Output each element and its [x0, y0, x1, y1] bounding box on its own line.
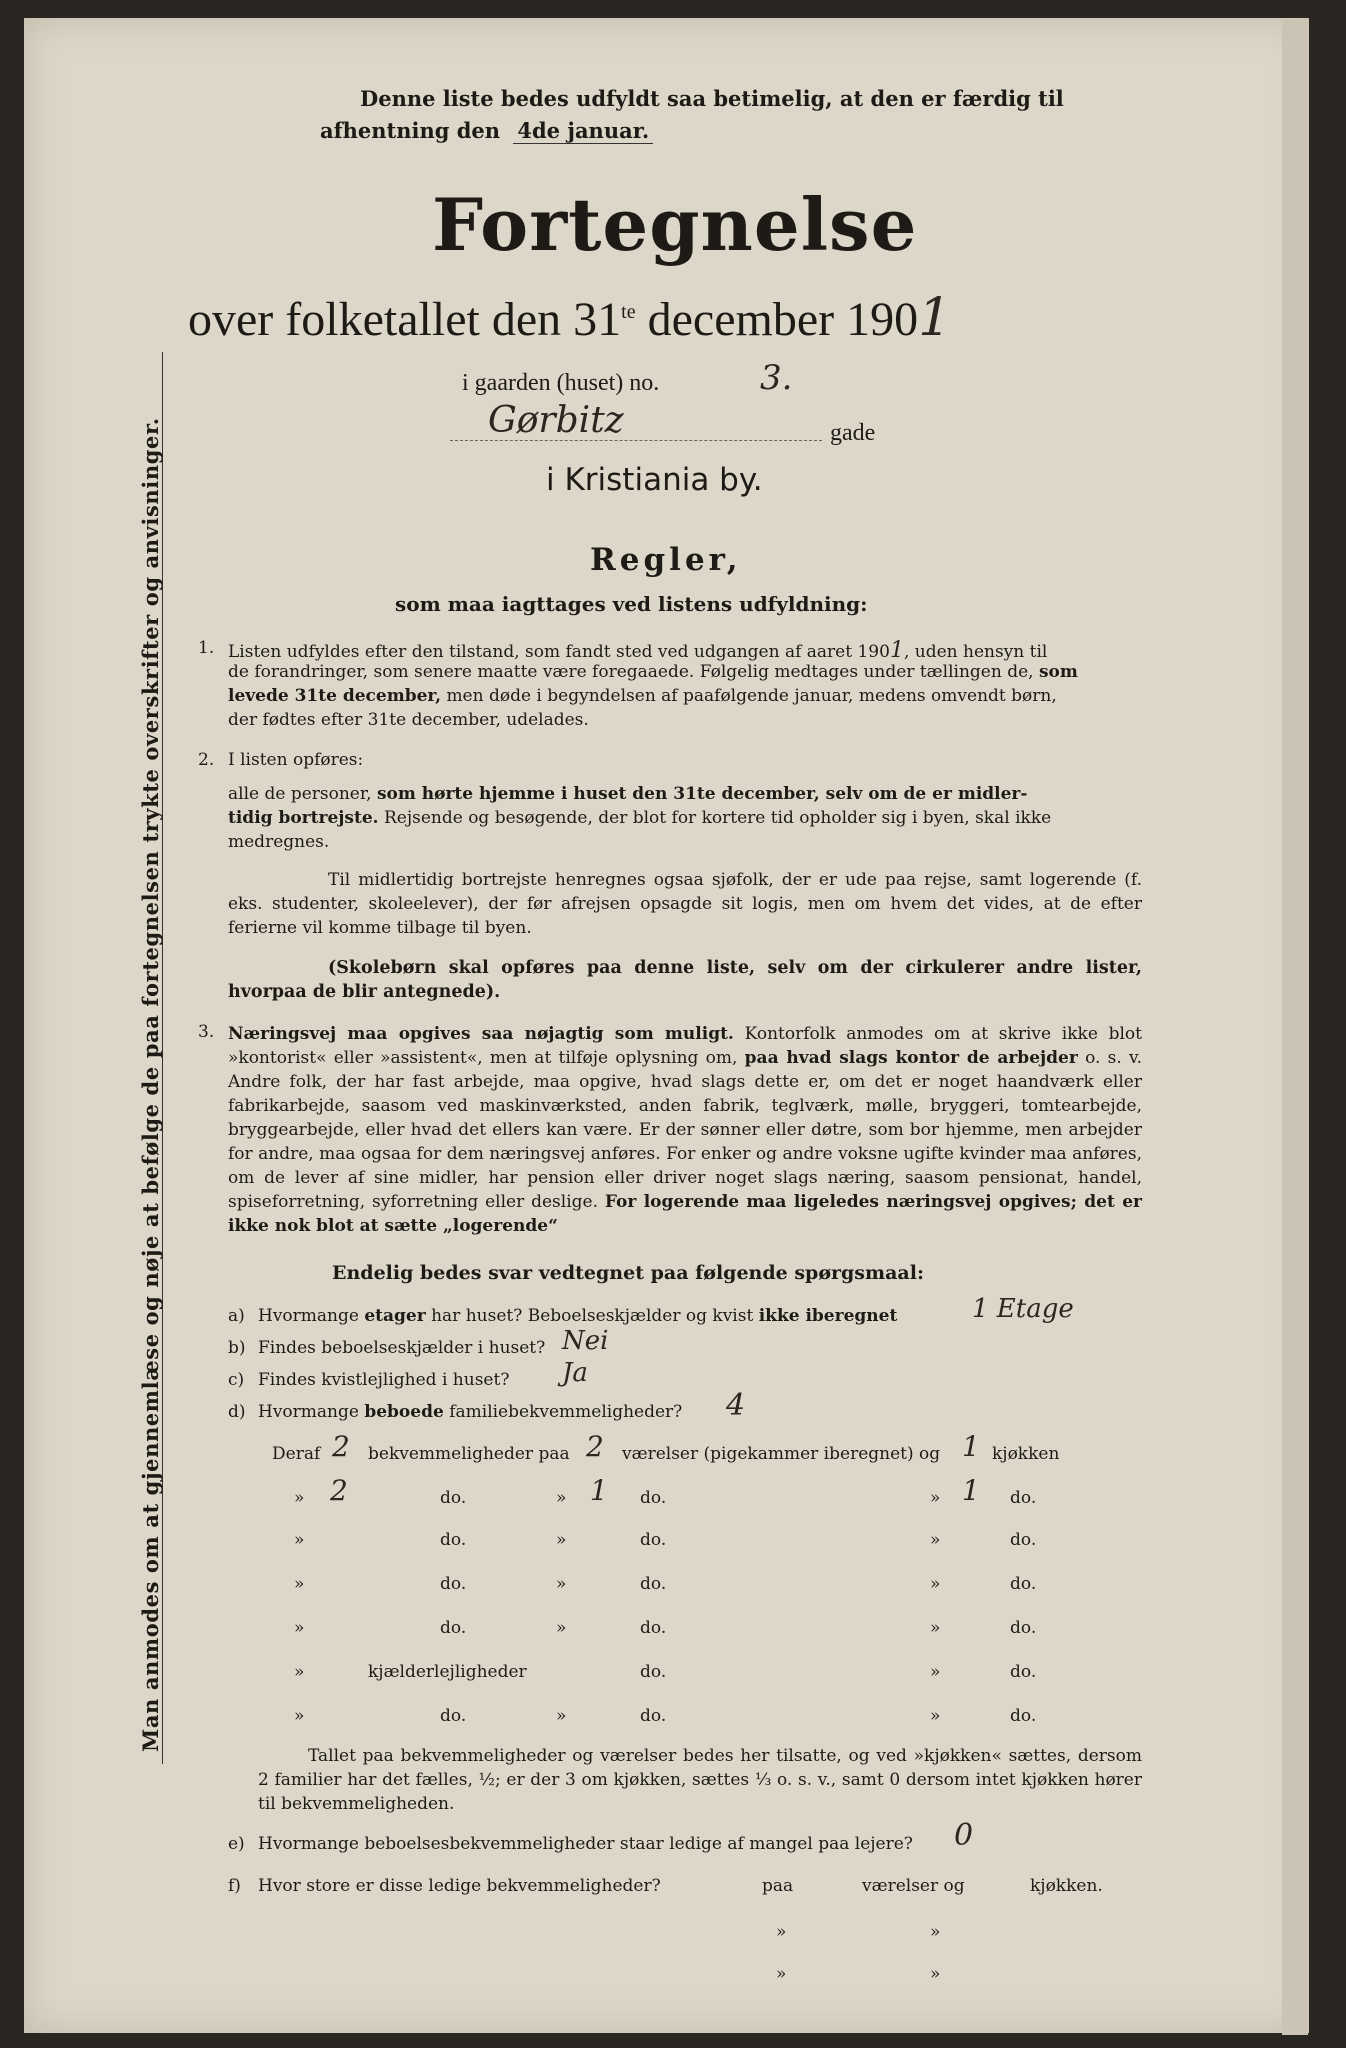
rule1-line1	[228, 638, 1047, 663]
rule1-line4: der fødtes efter 31te december, udelades.	[228, 710, 589, 730]
rule1-line2	[228, 662, 1078, 682]
row4-quote-a: »	[294, 1618, 305, 1638]
rule2-line3: medregnes.	[228, 832, 330, 852]
question-e-label: e)	[228, 1834, 245, 1854]
table-deraf: Deraf	[272, 1444, 321, 1464]
row0-rooms[interactable]: 2	[586, 1430, 604, 1463]
rule2-paragraph2: Til midlertidig bortrejste henregnes ogsaa sjøfolk, der er ude paa rejse, samt logerende (f. eks. studenter, skoleelever), der før afrejsen opsagde sit logis, men om hvem det vides, at de efter ferierne vil komme tilbage til byen.	[228, 870, 1142, 938]
question-c-answer[interactable]: Ja	[562, 1358, 588, 1388]
rule1-line3	[228, 686, 1057, 706]
subtitle-sup: te	[621, 301, 636, 323]
header-notice-prefix: afhentning den	[320, 118, 501, 143]
rule3-number: 3.	[198, 1022, 215, 1042]
row5-quote-c: »	[930, 1662, 941, 1682]
question-e-text: Hvormange beboelsesbekvemmeligheder staar ledige af mangel paa lejere?	[258, 1834, 913, 1854]
row6-ditto-a: do.	[440, 1706, 467, 1726]
question-d-text	[258, 1402, 682, 1422]
row4-quote-b: »	[556, 1618, 567, 1638]
row5-quote-a: »	[294, 1662, 305, 1682]
question-d-answer[interactable]: 4	[726, 1388, 746, 1423]
f-row3-quote-a: »	[776, 1964, 787, 1984]
row2-quote-a: »	[294, 1530, 305, 1550]
rule2-l2a: tidig bortrejste.	[228, 808, 379, 828]
row4-ditto-a: do.	[440, 1618, 467, 1638]
rule1-b: , uden hensyn til	[903, 642, 1048, 662]
rule1-l3b: men døde i begyndelsen af paafølgende januar, medens omvendt børn,	[446, 686, 1057, 706]
row4-ditto-b: do.	[640, 1618, 667, 1638]
rules-subheading: som maa iagttages ved listens udfyldning:	[395, 592, 868, 616]
rule3-a: Næringsvej maa opgives saa nøjagtig som muligt.	[228, 1024, 734, 1044]
table-first-mid: bekvemmeligheder paa	[368, 1444, 570, 1464]
kitchen-note: Tallet paa bekvemmeligheder og værelser bedes her tilsatte, og ved »kjøkken« sættes, dersom 2 familier har det fælles, ½; er der 3 om kjøkken, sættes ⅓ o. s. v., samt 0 dersom intet kjøkken hører til bekvemmeligheden.	[258, 1746, 1142, 1814]
row1-quote-a: »	[294, 1488, 305, 1508]
row6-ditto-c: do.	[1010, 1706, 1037, 1726]
row1-kitchens[interactable]: 1	[962, 1474, 980, 1507]
question-b-label: b)	[228, 1338, 246, 1358]
question-a-t2: har huset? Beboelseskjælder og kvist	[431, 1306, 754, 1326]
row1-quote-b: »	[556, 1488, 567, 1508]
row4-quote-c: »	[930, 1618, 941, 1638]
street-name[interactable]: Gørbitz	[488, 400, 624, 441]
question-f-paa: paa	[762, 1876, 794, 1896]
question-c-label: c)	[228, 1370, 245, 1390]
row4-ditto-c: do.	[1010, 1618, 1037, 1638]
row6-quote-b: »	[556, 1706, 567, 1726]
f-row3-quote-b: »	[930, 1964, 941, 1984]
question-f-label: f)	[228, 1876, 241, 1896]
rule1-a: Listen udfyldes efter den tilstand, som fandt sted ved udgangen af aaret 190	[228, 642, 890, 662]
rule1-year[interactable]: 1	[889, 638, 904, 663]
question-f-vaerelser: værelser og	[862, 1876, 965, 1896]
row1-rooms[interactable]: 1	[590, 1474, 608, 1507]
rule3-paragraph	[228, 1022, 1142, 1238]
question-f-text: Hvor store er disse ledige bekvemmeligheder?	[258, 1876, 661, 1896]
house-label: i gaarden (huset) no.	[462, 370, 660, 396]
rule3-c: paa hvad slags kontor de arbejder	[744, 1048, 1078, 1068]
row3-quote-b: »	[556, 1574, 567, 1594]
rule3-b: Kontorfolk anmodes om at skrive ikke blot »kontorist« eller »assistent«, men at tilføje oplysning om,	[228, 1024, 1142, 1068]
rule2-l1b: som hørte hjemme i huset den 31te december, selv om de er midler-	[376, 784, 1028, 804]
table-first-rooms: værelser (pigekammer iberegnet) og	[622, 1444, 941, 1464]
f-row2-quote-b: »	[930, 1922, 941, 1942]
row5-ditto-c: do.	[1010, 1662, 1037, 1682]
rule3-d: o. s. v. Andre folk, der har fast arbejde, maa opgive, hvad slags dette er, om det er noget haandværk eller fabrikarbejde, saasom ved maskinværksted, anden fabrik, teglværk, mølle, bryggeri, tomtearbejde, bryggearbejde, eller hvad det ellers kan være. Er der sønner eller døtre, som bor hjemme, men arbejder for andre, maa ogsaa for dem næringsvej anføres. For enker og andre voksne ugifte kvinder maa anføres, om de lever af sine midler, har pension eller driver noget slags næring, saasom pensionat, handel, spiseforretning, syforretning eller deslige.	[228, 1048, 1143, 1212]
row5-cellar-label: kjælderlejligheder	[368, 1662, 527, 1682]
question-a-b2: ikke iberegnet	[758, 1306, 898, 1326]
rule2-line1	[228, 784, 1027, 804]
side-instruction: Man anmodes om at gjennemlæse og nøje at befølge de paa fortegnelsen trykte overskrifter og anvisninger.	[138, 417, 163, 1752]
rule2-l2b: Rejsende og besøgende, der blot for kortere tid opholder sig i byen, skal ikke	[383, 808, 1052, 828]
questions-heading: Endelig bedes svar vedtegnet paa følgende spørgsmaal:	[332, 1262, 924, 1284]
street-suffix: gade	[830, 420, 876, 446]
row6-quote-c: »	[930, 1706, 941, 1726]
question-f-kjokken: kjøkken.	[1030, 1876, 1103, 1896]
rule3-e: For logerende maa ligeledes næringsvej opgives; det er ikke nok blot at sætte „logerende“	[228, 1192, 1143, 1236]
f-row2-quote-a: »	[776, 1922, 787, 1942]
rule2-l1a: alle de personer,	[228, 784, 372, 804]
row3-quote-c: »	[930, 1574, 941, 1594]
street-line	[450, 440, 822, 441]
subtitle-prefix: over folketallet den 31	[188, 293, 622, 346]
subtitle-suffix: december 190	[647, 293, 919, 346]
house-number[interactable]: 3.	[760, 358, 793, 398]
row0-kitchens[interactable]: 1	[962, 1430, 980, 1463]
form-title: Fortegnelse	[432, 182, 918, 267]
pickup-date: 4de januar.	[513, 118, 653, 144]
row2-quote-b: »	[556, 1530, 567, 1550]
header-notice-line2	[320, 118, 653, 143]
row5-ditto-b: do.	[640, 1662, 667, 1682]
subtitle-year-handwritten[interactable]: 1	[918, 288, 952, 348]
question-d-label: d)	[228, 1402, 246, 1422]
rule2-line2	[228, 808, 1051, 828]
form-subtitle	[188, 288, 951, 348]
question-a-text	[258, 1306, 897, 1326]
row3-ditto-a: do.	[440, 1574, 467, 1594]
city-line: i Kristiania by.	[546, 462, 763, 498]
rule1-l2: de forandringer, som senere maatte være foregaaede. Følgelig medtages under tællingen de,	[228, 662, 1034, 682]
page-edge	[1282, 20, 1308, 2035]
rule1-l2b: som	[1038, 662, 1078, 682]
row2-ditto-a: do.	[440, 1530, 467, 1550]
row3-quote-a: »	[294, 1574, 305, 1594]
row0-count[interactable]: 2	[332, 1430, 350, 1463]
question-d-t2: familiebekvemmeligheder?	[449, 1402, 683, 1422]
rules-heading: Regler,	[590, 542, 742, 578]
question-e-answer[interactable]: 0	[954, 1818, 974, 1853]
rule1-number: 1.	[198, 638, 215, 658]
row6-quote-a: »	[294, 1706, 305, 1726]
rule2-number: 2.	[198, 750, 215, 770]
row1-ditto-a: do.	[440, 1488, 467, 1508]
question-a-b1: etager	[364, 1306, 426, 1326]
question-a-answer[interactable]: 1 Etage	[972, 1294, 1074, 1324]
question-b-answer[interactable]: Nei	[562, 1326, 609, 1356]
row1-quote-c: »	[930, 1488, 941, 1508]
rule2-intro: I listen opføres:	[228, 750, 364, 770]
rule2-paragraph3: (Skolebørn skal opføres paa denne liste, selv om der cirkulerer andre lister, hvorpaa de blir antegnede).	[228, 958, 1142, 1002]
row1-ditto-c: do.	[1010, 1488, 1037, 1508]
row2-ditto-c: do.	[1010, 1530, 1037, 1550]
question-d-bold: beboede	[364, 1402, 444, 1422]
rule1-l3a: levede 31te december,	[228, 686, 442, 706]
question-a-label: a)	[228, 1306, 245, 1326]
question-c-text: Findes kvistlejlighed i huset?	[258, 1370, 510, 1390]
table-first-kitchen: kjøkken	[992, 1444, 1060, 1464]
row3-ditto-b: do.	[640, 1574, 667, 1594]
question-a-t1: Hvormange	[258, 1306, 359, 1326]
row6-ditto-b: do.	[640, 1706, 667, 1726]
row1-ditto-b: do.	[640, 1488, 667, 1508]
header-notice-line1: Denne liste bedes udfyldt saa betimelig, at den er færdig til	[360, 86, 1064, 111]
row2-ditto-b: do.	[640, 1530, 667, 1550]
question-b-text: Findes beboelseskjælder i huset?	[258, 1338, 546, 1358]
row1-count[interactable]: 2	[330, 1474, 348, 1507]
question-d-t1: Hvormange	[258, 1402, 359, 1422]
row3-ditto-c: do.	[1010, 1574, 1037, 1594]
row2-quote-c: »	[930, 1530, 941, 1550]
